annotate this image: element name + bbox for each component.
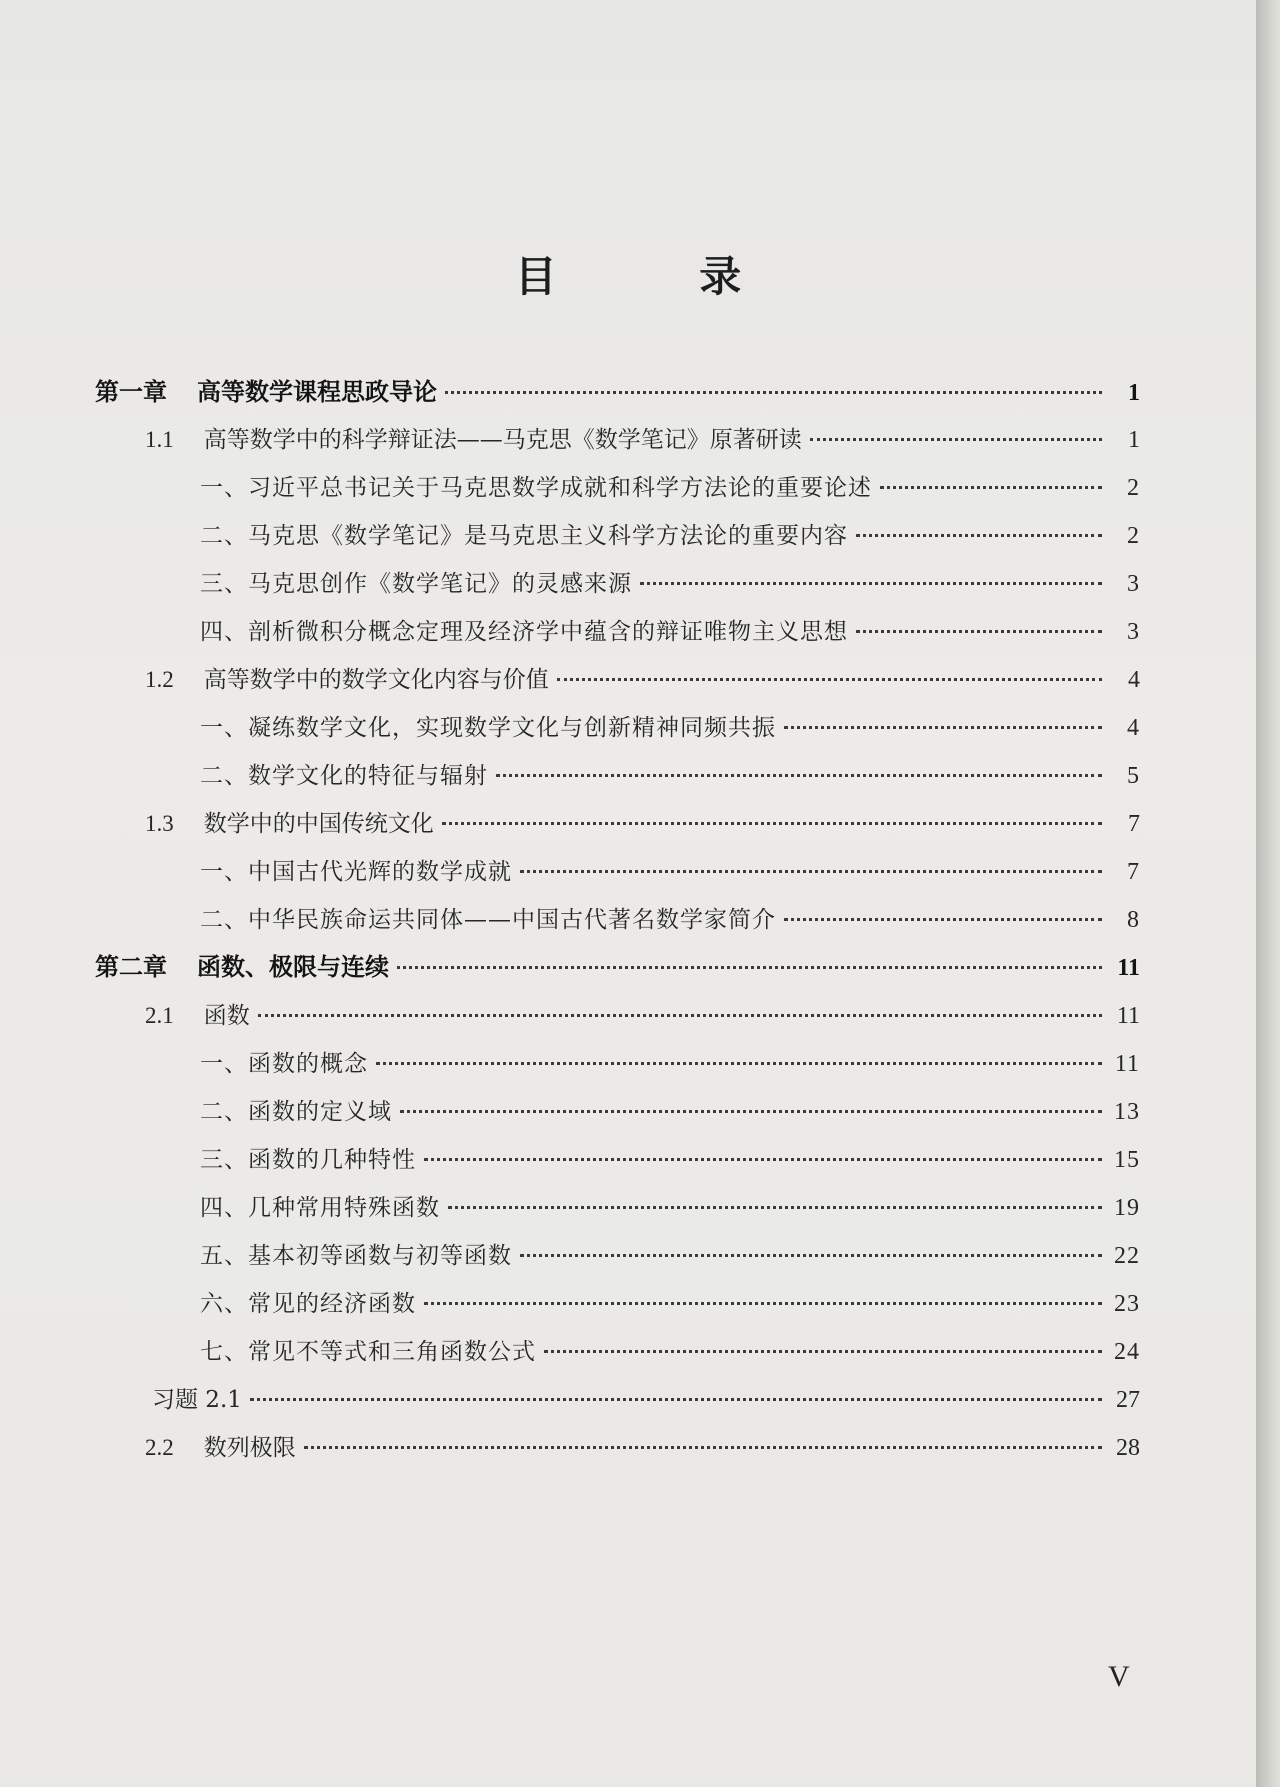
toc-item[interactable] xyxy=(200,1141,1140,1174)
toc-chapter[interactable] xyxy=(95,372,1140,407)
dot-leader xyxy=(810,438,1102,441)
dot-leader xyxy=(544,1350,1102,1353)
item-title: 四、几种常用特殊函数 xyxy=(200,1195,440,1221)
dot-leader xyxy=(520,870,1102,873)
dot-leader xyxy=(856,534,1102,537)
toc-section[interactable] xyxy=(145,1429,1140,1462)
page-edge-shadow xyxy=(1256,0,1280,1787)
section-title: 数学中的中国传统文化 xyxy=(203,811,434,837)
page-number: 1 xyxy=(1128,380,1140,406)
toc-item[interactable] xyxy=(200,469,1140,502)
dot-leader xyxy=(304,1446,1102,1449)
dot-leader xyxy=(640,582,1102,585)
toc-item[interactable] xyxy=(200,1237,1140,1270)
toc-item[interactable] xyxy=(200,709,1140,742)
page-folio: V xyxy=(1108,1660,1130,1693)
item-title: 六、常见的经济函数 xyxy=(200,1291,416,1317)
page-number: 3 xyxy=(1127,571,1140,597)
toc-item[interactable] xyxy=(200,853,1140,886)
dot-leader xyxy=(258,1014,1102,1017)
toc-item[interactable] xyxy=(200,1285,1140,1318)
page-number: 5 xyxy=(1127,763,1140,789)
dot-leader xyxy=(376,1062,1102,1065)
chapter-title: 高等数学课程思政导论 xyxy=(197,377,437,406)
item-title: 一、习近平总书记关于马克思数学成就和科学方法论的重要论述 xyxy=(200,475,872,501)
page-number: 11 xyxy=(1114,1051,1140,1077)
item-title: 三、函数的几种特性 xyxy=(200,1147,416,1173)
dot-leader xyxy=(397,966,1102,969)
dot-leader xyxy=(445,391,1102,394)
section-number: 1.2 xyxy=(145,667,174,692)
toc-item[interactable] xyxy=(200,1045,1140,1078)
toc-section[interactable] xyxy=(145,421,1140,454)
dot-leader xyxy=(520,1254,1102,1257)
page-number: 7 xyxy=(1128,811,1140,837)
page-number: 3 xyxy=(1127,619,1140,645)
item-title: 一、凝练数学文化，实现数学文化与创新精神同频共振 xyxy=(200,715,776,741)
toc-item[interactable] xyxy=(200,901,1140,934)
toc-section[interactable] xyxy=(145,997,1140,1030)
item-title: 二、马克思《数学笔记》是马克思主义科学方法论的重要内容 xyxy=(200,523,848,549)
page-number: 28 xyxy=(1116,1435,1140,1461)
dot-leader xyxy=(496,774,1102,777)
page-number: 22 xyxy=(1114,1243,1140,1269)
toc-item[interactable] xyxy=(200,1333,1140,1366)
toc-item[interactable] xyxy=(200,1093,1140,1126)
dot-leader xyxy=(784,726,1102,729)
toc-section[interactable] xyxy=(145,805,1140,838)
page-number: 4 xyxy=(1128,667,1140,693)
item-title: 五、基本初等函数与初等函数 xyxy=(200,1243,512,1269)
toc-item[interactable] xyxy=(200,1189,1140,1222)
page-number: 13 xyxy=(1114,1099,1140,1125)
chapter-number: 第二章 xyxy=(95,952,167,981)
page-number: 7 xyxy=(1127,859,1140,885)
section-title: 高等数学中的数学文化内容与价值 xyxy=(203,667,549,693)
section-number: 2.2 xyxy=(145,1435,174,1460)
dot-leader xyxy=(856,630,1102,633)
page-number: 19 xyxy=(1114,1195,1140,1221)
page-number: 4 xyxy=(1127,715,1140,741)
section-number: 1.1 xyxy=(145,427,174,452)
item-title: 三、马克思创作《数学笔记》的灵感来源 xyxy=(200,571,632,597)
item-title: 四、剖析微积分概念定理及经济学中蕴含的辩证唯物主义思想 xyxy=(200,619,848,645)
section-title: 高等数学中的科学辩证法——马克思《数学笔记》原著研读 xyxy=(203,427,802,453)
dot-leader xyxy=(448,1206,1102,1209)
toc-exercise[interactable] xyxy=(152,1381,1140,1414)
dot-leader xyxy=(424,1302,1102,1305)
chapter-title: 函数、极限与连续 xyxy=(197,952,389,981)
toc-item[interactable] xyxy=(200,517,1140,550)
exercise-title: 习题 2.1 xyxy=(152,1387,242,1413)
dot-leader xyxy=(250,1398,1102,1401)
toc-item[interactable] xyxy=(200,613,1140,646)
page-number: 15 xyxy=(1114,1147,1140,1173)
dot-leader xyxy=(424,1158,1102,1161)
page-number: 11 xyxy=(1116,1003,1140,1029)
dot-leader xyxy=(784,918,1102,921)
dot-leader xyxy=(400,1110,1102,1113)
page-number: 23 xyxy=(1114,1291,1140,1317)
item-title: 二、中华民族命运共同体——中国古代著名数学家简介 xyxy=(200,907,776,933)
page-number: 1 xyxy=(1128,427,1140,453)
toc-section[interactable] xyxy=(145,661,1140,694)
toc-chapter[interactable] xyxy=(95,947,1140,982)
page-number: 2 xyxy=(1127,523,1140,549)
item-title: 七、常见不等式和三角函数公式 xyxy=(200,1339,536,1365)
page-number: 27 xyxy=(1116,1387,1140,1413)
chapter-number: 第一章 xyxy=(95,377,167,406)
item-title: 一、中国古代光辉的数学成就 xyxy=(200,859,512,885)
page-number: 11 xyxy=(1117,955,1140,981)
toc-item[interactable] xyxy=(200,757,1140,790)
page-number: 24 xyxy=(1114,1339,1140,1365)
dot-leader xyxy=(442,822,1102,825)
page-number: 8 xyxy=(1127,907,1140,933)
dot-leader xyxy=(557,678,1102,681)
section-title: 函数 xyxy=(203,1003,250,1029)
dot-leader xyxy=(880,486,1102,489)
item-title: 一、函数的概念 xyxy=(200,1051,368,1077)
section-number: 1.3 xyxy=(145,811,174,836)
item-title: 二、数学文化的特征与辐射 xyxy=(200,763,488,789)
page-title: 目 录 xyxy=(514,252,806,301)
item-title: 二、函数的定义域 xyxy=(200,1099,392,1125)
page-number: 2 xyxy=(1127,475,1140,501)
section-number: 2.1 xyxy=(145,1003,174,1028)
toc-item[interactable] xyxy=(200,565,1140,598)
section-title: 数列极限 xyxy=(203,1435,296,1461)
